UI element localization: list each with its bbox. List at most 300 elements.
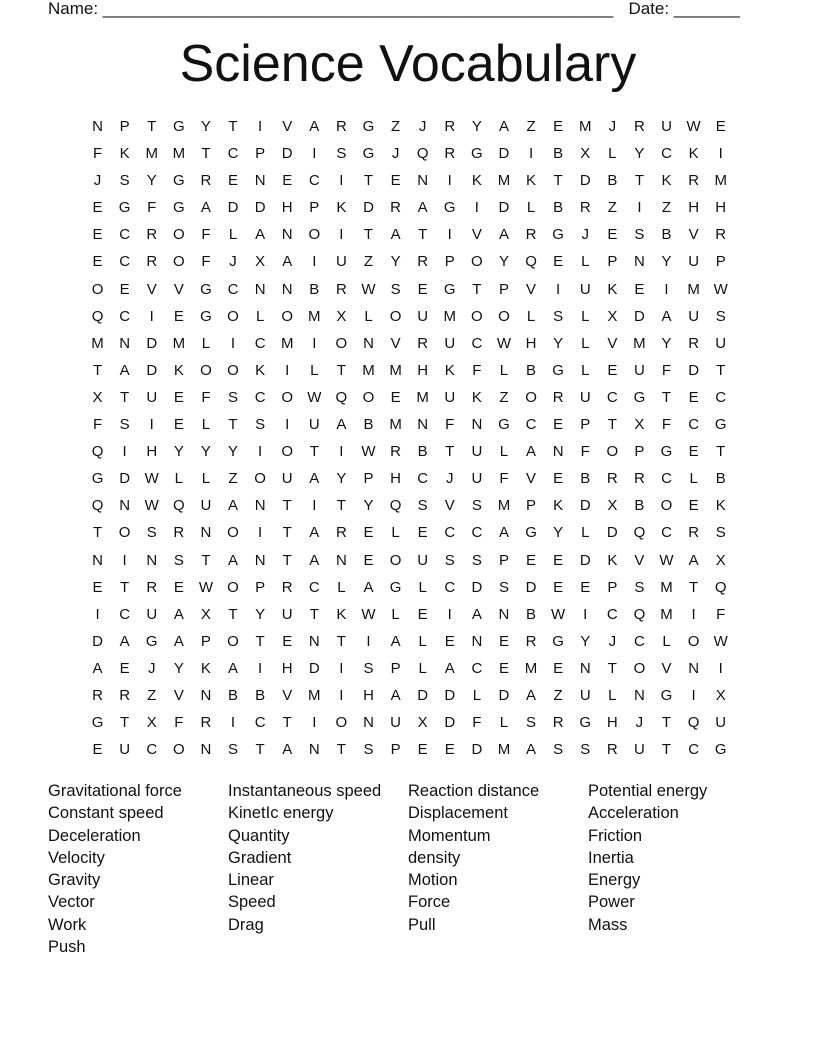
grid-letter: Y — [228, 443, 239, 461]
grid-letter: I — [474, 199, 479, 217]
grid-letter: S — [444, 551, 455, 569]
grid-letter: G — [525, 524, 537, 542]
grid-letter: B — [634, 497, 645, 515]
grid-letter: S — [634, 226, 645, 244]
grid-letter: Q — [335, 388, 348, 406]
grid-letter: Z — [526, 118, 536, 135]
grid-letter: S — [390, 280, 401, 298]
grid-letter: F — [499, 470, 509, 488]
grid-letter: I — [447, 172, 452, 190]
grid-letter: P — [255, 145, 266, 163]
grid-letter: D — [417, 686, 429, 704]
grid-letter: Q — [91, 443, 104, 461]
grid-row — [84, 519, 734, 546]
grid-letter: T — [472, 280, 482, 298]
grid-letter: E — [607, 361, 618, 379]
grid-letter: R — [525, 632, 537, 650]
grid-letter: U — [281, 605, 293, 623]
grid-letter: T — [120, 388, 130, 406]
grid-letter: E — [119, 659, 130, 677]
grid-letter: S — [119, 416, 130, 434]
grid-letter: D — [498, 145, 510, 163]
word-list-item: Drag — [228, 915, 264, 934]
grid-letter: U — [715, 334, 727, 352]
grid-letter: E — [92, 741, 103, 759]
word-list-item: Force — [408, 893, 451, 912]
grid-letter: E — [173, 388, 184, 406]
grid-letter: T — [228, 605, 238, 623]
grid-letter: R — [417, 334, 429, 352]
grid-letter: C — [119, 226, 131, 244]
word-list-item: Linear — [228, 871, 274, 890]
grid-letter: K — [471, 388, 482, 406]
grid-letter: O — [525, 388, 537, 406]
grid-letter: S — [634, 578, 645, 596]
grid-letter: S — [471, 497, 482, 515]
grid-letter: T — [363, 226, 374, 244]
grid-letter: R — [335, 118, 347, 135]
grid-letter: S — [553, 307, 564, 325]
grid-letter: O — [687, 632, 700, 650]
grid-letter: E — [417, 741, 428, 759]
grid-letter: V — [282, 118, 293, 135]
grid-letter: V — [661, 659, 672, 677]
grid-letter: S — [336, 145, 347, 163]
grid-letter: Q — [525, 253, 537, 271]
grid-letter: O — [227, 632, 239, 650]
grid-letter: E — [417, 524, 428, 542]
grid-letter: F — [661, 416, 672, 434]
word-list-item: Potential energy — [588, 782, 708, 800]
grid-letter: I — [339, 172, 344, 190]
grid-letter: F — [661, 361, 672, 379]
grid-letter: R — [552, 714, 564, 732]
grid-letter: A — [200, 199, 211, 217]
grid-letter: I — [312, 253, 317, 271]
grid-letter: D — [606, 524, 618, 542]
grid-letter: L — [310, 361, 319, 379]
grid-letter: T — [336, 497, 346, 515]
grid-letter: N — [688, 659, 700, 677]
word-list-item: Mass — [588, 915, 628, 934]
grid-letter: M — [714, 172, 727, 190]
grid-letter: J — [418, 118, 427, 135]
grid-letter: I — [528, 145, 534, 163]
grid-letter: I — [285, 361, 290, 379]
grid-letter: T — [445, 443, 455, 461]
grid-letter: P — [390, 659, 401, 677]
grid-letter: M — [308, 686, 321, 704]
grid-letter: E — [553, 551, 564, 569]
word-list-item: Power — [588, 893, 635, 912]
grid-letter: I — [258, 524, 263, 542]
grid-letter: N — [335, 551, 347, 569]
grid-letter: R — [634, 118, 645, 135]
grid-letter: C — [606, 605, 618, 623]
grid-letter: I — [664, 280, 669, 298]
grid-letter: A — [498, 226, 509, 244]
grid-letter: O — [471, 253, 483, 271]
grid-row — [84, 276, 734, 303]
grid-letter: W — [361, 605, 376, 623]
grid-letter: G — [200, 280, 212, 298]
grid-letter: Y — [634, 145, 645, 163]
grid-letter: A — [119, 632, 130, 650]
grid-letter: I — [339, 226, 344, 244]
grid-letter: B — [309, 280, 320, 298]
grid-letter: T — [228, 416, 238, 434]
grid-letter: C — [661, 145, 672, 163]
grid-letter: C — [146, 741, 158, 759]
grid-letter: W — [713, 632, 728, 650]
grid-letter: M — [497, 172, 511, 190]
grid-letter: U — [417, 307, 429, 325]
grid-letter: S — [715, 524, 726, 542]
grid-letter: G — [579, 714, 592, 732]
grid-letter: T — [282, 714, 292, 732]
grid-letter: T — [201, 551, 211, 569]
grid-letter: M — [308, 307, 321, 325]
grid-letter: O — [227, 307, 239, 325]
word-list-item: Inertia — [588, 848, 634, 867]
grid-row — [84, 574, 734, 601]
grid-letter: G — [91, 714, 104, 732]
grid-letter: S — [553, 741, 564, 759]
grid-letter: E — [553, 470, 564, 488]
grid-letter: I — [122, 443, 127, 461]
grid-letter: U — [444, 388, 456, 406]
grid-letter: S — [580, 741, 591, 759]
grid-letter: J — [229, 253, 237, 271]
grid-letter: Z — [390, 118, 401, 135]
grid-letter: O — [254, 470, 266, 488]
grid-letter: T — [282, 551, 292, 569]
grid-letter: I — [691, 686, 696, 704]
grid-letter: S — [526, 714, 537, 732]
grid-letter: Y — [173, 443, 184, 461]
grid-letter: K — [607, 551, 618, 569]
grid-letter: K — [173, 361, 184, 379]
grid-letter: B — [661, 226, 672, 244]
grid-letter: M — [497, 741, 511, 759]
grid-letter: N — [417, 172, 429, 190]
word-list-item: KinetIc energy — [228, 804, 334, 823]
grid-letter: W — [361, 443, 376, 461]
grid-letter: R — [173, 524, 185, 542]
grid-letter: T — [120, 714, 130, 732]
grid-row — [84, 303, 734, 330]
grid-letter: R — [444, 118, 456, 135]
grid-letter: W — [551, 605, 566, 623]
grid-letter: O — [200, 361, 212, 379]
grid-letter: K — [688, 145, 699, 163]
grid-letter: Q — [633, 524, 646, 542]
grid-letter: A — [309, 470, 320, 488]
grid-letter: L — [391, 605, 400, 623]
grid-letter: L — [581, 253, 590, 271]
word-search-grid — [84, 113, 734, 763]
grid-letter: L — [581, 307, 590, 325]
grid-letter: Y — [661, 334, 672, 352]
grid-letter: G — [443, 199, 456, 217]
grid-row — [84, 357, 734, 384]
grid-letter: N — [281, 226, 293, 244]
grid-letter: M — [660, 578, 673, 596]
grid-letter: G — [172, 199, 185, 217]
grid-letter: J — [635, 714, 644, 732]
grid-letter: I — [149, 416, 154, 434]
grid-letter: I — [583, 605, 588, 623]
grid-letter: E — [634, 280, 645, 298]
grid-letter: I — [339, 443, 344, 461]
grid-letter: X — [146, 714, 157, 732]
grid-letter: U — [661, 118, 672, 135]
grid-letter: Y — [200, 118, 211, 135]
grid-letter: D — [579, 497, 591, 515]
grid-letter: H — [363, 686, 374, 704]
grid-letter: T — [689, 578, 699, 596]
grid-letter: X — [200, 605, 211, 623]
grid-letter: R — [335, 280, 347, 298]
grid-letter: I — [339, 659, 344, 677]
grid-letter: F — [580, 443, 590, 461]
grid-letter: E — [553, 118, 564, 135]
grid-letter: A — [471, 605, 482, 623]
grid-letter: K — [661, 172, 672, 190]
grid-letter: Q — [416, 145, 429, 163]
grid-letter: L — [581, 334, 590, 352]
word-list-item: Displacement — [408, 804, 508, 823]
grid-row — [84, 140, 734, 167]
grid-letter: C — [688, 741, 700, 759]
grid-letter: P — [119, 118, 130, 135]
grid-letter: Y — [498, 253, 509, 271]
grid-row — [84, 682, 734, 709]
grid-letter: L — [689, 470, 698, 488]
grid-letter: H — [606, 714, 618, 732]
word-list-item: Energy — [588, 871, 641, 890]
grid-letter: I — [258, 443, 263, 461]
grid-letter: L — [526, 307, 536, 325]
grid-letter: R — [688, 524, 700, 542]
grid-letter: M — [145, 145, 158, 163]
grid-letter: C — [444, 524, 456, 542]
grid-letter: O — [281, 307, 294, 325]
grid-letter: N — [254, 497, 266, 515]
grid-letter: E — [173, 307, 184, 325]
grid-letter: X — [580, 145, 591, 163]
grid-letter: C — [661, 470, 672, 488]
grid-letter: T — [553, 172, 563, 190]
grid-letter: I — [556, 280, 561, 298]
grid-letter: V — [526, 280, 537, 298]
grid-letter: C — [525, 416, 537, 434]
grid-letter: E — [607, 226, 618, 244]
grid-letter: P — [498, 551, 509, 569]
grid-letter: O — [227, 524, 239, 542]
word-list-item: density — [408, 848, 461, 867]
grid-letter: L — [174, 470, 183, 488]
grid-letter: C — [606, 388, 618, 406]
grid-letter: A — [688, 551, 699, 569]
grid-letter: O — [471, 307, 483, 325]
grid-letter: E — [688, 497, 699, 515]
grid-letter: N — [281, 280, 293, 298]
grid-letter: V — [634, 551, 645, 569]
grid-letter: U — [146, 388, 158, 406]
word-list-item: Deceleration — [48, 826, 141, 845]
grid-letter: H — [715, 199, 727, 217]
grid-letter: N — [471, 632, 483, 650]
grid-letter: O — [281, 388, 294, 406]
grid-letter: M — [443, 307, 457, 325]
grid-letter: I — [312, 714, 317, 732]
grid-letter: S — [173, 551, 184, 569]
grid-letter: V — [607, 334, 618, 352]
grid-letter: E — [363, 524, 374, 542]
grid-letter: X — [607, 307, 618, 325]
grid-letter: B — [526, 361, 537, 379]
grid-letter: C — [308, 172, 320, 190]
grid-letter: I — [339, 686, 344, 704]
grid-letter: L — [608, 145, 617, 163]
grid-letter: B — [363, 416, 374, 434]
grid-letter: F — [92, 416, 103, 434]
grid-letter: E — [553, 578, 564, 596]
grid-letter: Y — [553, 524, 564, 542]
grid-letter: E — [390, 388, 401, 406]
grid-letter: C — [471, 524, 483, 542]
grid-letter: N — [119, 497, 131, 515]
word-list-item: Speed — [228, 893, 276, 912]
grid-letter: I — [312, 497, 317, 515]
grid-letter: G — [172, 118, 185, 135]
grid-letter: I — [149, 307, 154, 325]
grid-letter: N — [308, 632, 320, 650]
grid-letter: R — [715, 226, 727, 244]
grid-letter: U — [634, 741, 645, 759]
grid-letter: T — [282, 497, 292, 515]
grid-letter: C — [254, 714, 266, 732]
word-column — [408, 780, 588, 958]
grid-letter: L — [418, 578, 427, 596]
grid-letter: T — [120, 578, 130, 596]
grid-letter: E — [390, 172, 401, 190]
grid-letter: R — [200, 714, 212, 732]
grid-letter: G — [552, 632, 564, 650]
grid-letter: Q — [389, 497, 402, 515]
grid-letter: S — [498, 578, 509, 596]
grid-letter: N — [579, 659, 591, 677]
grid-letter: N — [498, 605, 510, 623]
grid-letter: J — [581, 226, 589, 244]
grid-letter: U — [634, 361, 645, 379]
grid-letter: M — [497, 497, 511, 515]
grid-letter: Q — [687, 714, 700, 732]
grid-letter: D — [146, 334, 158, 352]
grid-letter: P — [390, 741, 401, 759]
grid-letter: P — [607, 253, 618, 271]
grid-letter: P — [200, 632, 211, 650]
word-list-item: Constant speed — [48, 804, 164, 823]
grid-letter: L — [499, 443, 509, 461]
grid-letter: L — [581, 361, 590, 379]
grid-letter: W — [713, 280, 728, 298]
grid-letter: B — [228, 686, 239, 704]
grid-letter: C — [688, 416, 700, 434]
grid-letter: G — [660, 686, 673, 704]
word-list-item: Pull — [408, 915, 436, 934]
grid-letter: Y — [553, 334, 564, 352]
grid-letter: U — [281, 470, 293, 488]
grid-letter: A — [661, 307, 672, 325]
grid-letter: P — [444, 253, 455, 271]
grid-letter: S — [119, 172, 130, 190]
grid-letter: Y — [200, 443, 211, 461]
grid-row — [84, 411, 734, 438]
grid-letter: O — [91, 280, 104, 298]
word-list — [48, 780, 768, 958]
grid-letter: C — [254, 388, 266, 406]
grid-letter: W — [659, 551, 674, 569]
grid-letter: R — [390, 199, 401, 217]
grid-letter: A — [363, 578, 374, 596]
grid-row — [84, 628, 734, 655]
grid-letter: O — [389, 307, 402, 325]
grid-letter: T — [661, 388, 672, 406]
grid-letter: D — [471, 741, 483, 759]
grid-letter: L — [499, 714, 509, 732]
grid-letter: M — [280, 334, 294, 352]
grid-letter: G — [362, 145, 375, 163]
grid-letter: C — [471, 334, 483, 352]
grid-letter: A — [526, 741, 537, 759]
grid-letter: R — [200, 172, 212, 190]
grid-letter: F — [201, 253, 211, 271]
grid-letter: A — [498, 118, 509, 135]
grid-letter: U — [119, 741, 131, 759]
grid-letter: T — [255, 632, 265, 650]
grid-letter: D — [227, 199, 239, 217]
page-title: Science Vocabulary — [179, 35, 637, 93]
grid-row — [84, 384, 734, 411]
word-column — [228, 780, 408, 958]
grid-letter: R — [146, 253, 158, 271]
grid-letter: L — [228, 226, 238, 244]
grid-letter: C — [227, 280, 239, 298]
grid-letter: I — [718, 145, 723, 163]
grid-letter: A — [282, 253, 293, 271]
grid-letter: Z — [607, 199, 617, 217]
word-list-item: Friction — [588, 826, 643, 845]
grid-letter: C — [634, 632, 645, 650]
grid-letter: F — [201, 226, 211, 244]
grid-letter: V — [688, 226, 699, 244]
grid-letter: T — [92, 524, 103, 542]
grid-letter: T — [634, 172, 644, 190]
grid-letter: H — [417, 361, 429, 379]
grid-letter: I — [258, 118, 263, 135]
grid-letter: A — [498, 524, 509, 542]
grid-letter: T — [418, 226, 428, 244]
grid-letter: E — [580, 578, 591, 596]
grid-letter: F — [201, 388, 211, 406]
grid-letter: N — [634, 686, 645, 704]
grid-letter: R — [146, 226, 158, 244]
grid-letter: U — [579, 280, 591, 298]
grid-letter: D — [146, 361, 158, 379]
grid-letter: U — [308, 416, 320, 434]
